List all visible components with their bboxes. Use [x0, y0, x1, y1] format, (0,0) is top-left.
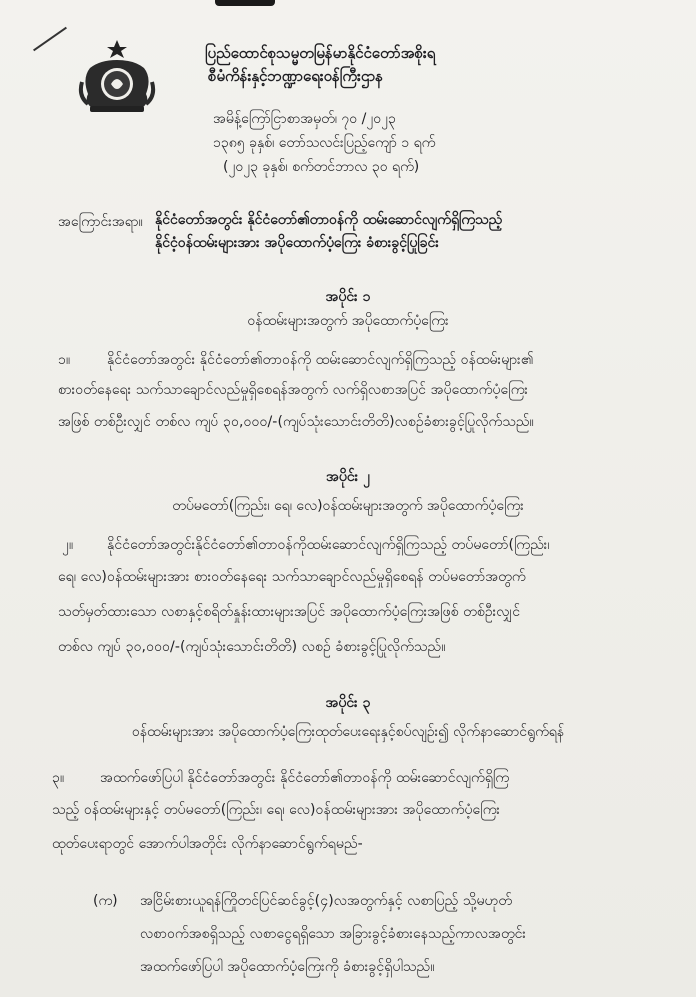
pen-stroke: [33, 27, 67, 52]
paragraph-3-number: ၃။: [52, 770, 65, 786]
subject-line-1: နိုင်ငံတော်အတွင်း နိုင်ငံတော်၏တာဝန်ကို ထမ်းဆောင်လျက်ရှိကြသည့်: [155, 212, 503, 228]
chapter-1-heading: အပိုင်း ၁: [325, 289, 371, 305]
paragraph-3-line: ထုတ်ပေးရာတွင် အောက်ပါအတိုင်း လိုက်နာဆောင်ရွက်ရမည်-: [52, 836, 363, 852]
subject-label: အကြောင်းအရာ။: [58, 214, 143, 230]
paragraph-1-number: ၁။: [58, 352, 71, 368]
paragraph-2-line: တစ်လ ကျပ် ၃၀,၀၀၀/-(ကျပ်သုံးသောင်းတိတိ) လစဉ် ခံစားခွင့်ပြုလိုက်သည်။: [58, 639, 446, 655]
paragraph-1-line: နိုင်ငံတော်အတွင်း နိုင်ငံတော်၏တာဝန်ကို ထမ်းဆောင်လျက်ရှိကြသည့် ဝန်ထမ်းများ၏: [107, 352, 534, 368]
paragraph-3-line: သည့် ဝန်ထမ်းများနှင့် တပ်မတော်(ကြည်း၊ ရေ၊ လေ)ဝန်ထမ်းများအား အပိုထောက်ပံ့ကြေး: [52, 802, 501, 818]
item-a-line: လစာဝက်အစရှိသည့် လစာငွေရရှိသော အခြားခွင့်ခံစားနေသည့်ကာလအတွင်း: [140, 926, 527, 942]
paragraph-2-number: ၂။: [62, 537, 74, 553]
ministry-line-2: စီမံကိန်းနှင့်ဘဏ္ဍာရေးဝန်ကြီးဌာန: [208, 67, 384, 85]
state-seal-emblem-icon: [76, 38, 158, 114]
paragraph-2-line: နိုင်ငံတော်အတွင်းနိုင်ငံတော်၏တာဝန်ကိုထမ်းဆောင်လျက်ရှိကြသည့် တပ်မတော်(ကြည်း၊: [107, 537, 550, 553]
chapter-3-heading: အပိုင်း ၃: [325, 695, 371, 711]
chapter-1-title: ဝန်ထမ်းများအတွက် အပိုထောက်ပံ့ကြေး: [247, 313, 449, 329]
date-myanmar: ၁၃၈၅ ခုနှစ်၊ တော်သလင်းပြည့်ကျော် ၁ ရက်: [213, 135, 436, 151]
ministry-line-1: ပြည်ထောင်စုသမ္မတမြန်မာနိုင်ငံတော်အစိုးရ: [205, 44, 436, 62]
date-gregorian: (၂၀၂၃ ခုနှစ်၊ စက်တင်ဘာလ ၃၀ ရက်): [223, 159, 420, 175]
chapter-3-title: ဝန်ထမ်းများအား အပိုထောက်ပံ့ကြေးထုတ်ပေးရေးနှင့်စပ်လျဉ်း၍ လိုက်နာဆောင်ရွက်ရန်: [131, 724, 565, 740]
paragraph-2-line: ရေ၊ လေ)ဝန်ထမ်းများအား စားဝတ်နေရေး သက်သာချောင်လည်မှုရှိစေရန် တပ်မတော်အတွက်: [58, 569, 526, 585]
subject-line-2: နိုင်ငံ့ဝန်ထမ်းများအား အပိုထောက်ပံ့ကြေး ခံစားခွင့်ပြုခြင်း: [155, 235, 439, 251]
item-a-label: (က): [93, 893, 118, 909]
notification-number: အမိန့်ကြော်ငြာစာအမှတ်၊ ၇၀ /၂၀၂၃: [213, 111, 396, 127]
paragraph-3-line: အထက်ဖော်ပြပါ နိုင်ငံတော်အတွင်း နိုင်ငံတော်၏တာဝန်ကို ထမ်းဆောင်လျက်ရှိကြ: [100, 770, 510, 786]
chapter-2-heading: အပိုင်း ၂: [326, 469, 370, 485]
item-a-line: အငြိမ်းစားယူရန်ကြိုတင်ပြင်ဆင်ခွင့်(၄)လအတွက်နှင့် လစာပြည့် သို့မဟုတ်: [140, 893, 513, 909]
paragraph-1-line: စားဝတ်နေရေး သက်သာချောင်လည်မှုရှိစေရန်အတွက် လက်ရှိလစာအပြင် အပိုထောက်ပံ့ကြေး: [58, 382, 529, 398]
item-a-line: အထက်ဖော်ပြပါ အပိုထောက်ပံ့ကြေးကို ခံစားခွင့်ရှိပါသည်။: [140, 959, 435, 975]
scan-edge-mark: [215, 0, 275, 6]
chapter-2-title: တပ်မတော်(ကြည်း၊ ရေ၊ လေ)ဝန်ထမ်းများအတွက် အပိုထောက်ပံ့ကြေး: [172, 498, 524, 514]
paragraph-1-line: အဖြစ် တစ်ဦးလျှင် တစ်လ ကျပ် ၃၀,၀၀၀/-(ကျပ်သုံးသောင်းတိတိ)လစဉ်ခံစားခွင့်ပြုလိုက်သည်။: [58, 414, 534, 430]
paragraph-2-line: သတ်မှတ်ထားသော လစာနှင့်စရိတ်နှုန်းထားများအပြင် အပိုထောက်ပံ့ကြေးအဖြစ် တစ်ဦးလျှင်: [58, 604, 521, 620]
